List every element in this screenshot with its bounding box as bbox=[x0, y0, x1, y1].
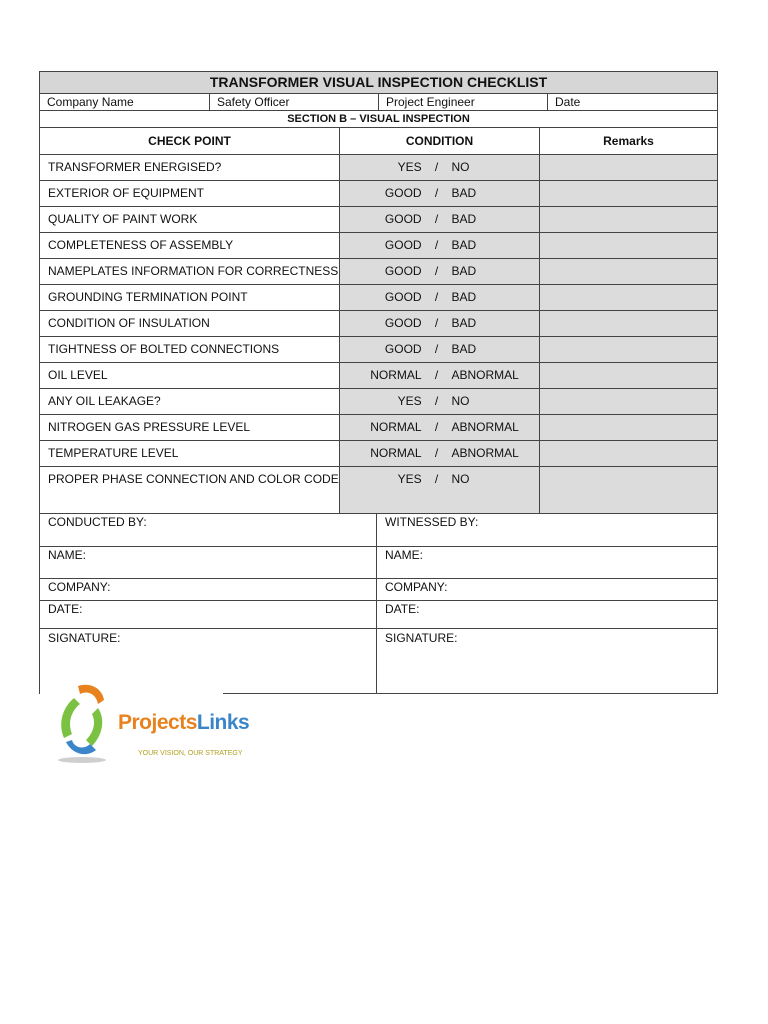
condition-separator: / bbox=[434, 290, 439, 304]
condition-option-1[interactable]: YES bbox=[397, 394, 422, 408]
condition-option-2[interactable]: NO bbox=[451, 160, 470, 174]
remarks-cell[interactable] bbox=[540, 467, 717, 513]
condition-option-2[interactable]: BAD bbox=[451, 186, 477, 200]
remarks-cell[interactable] bbox=[540, 155, 717, 180]
header-condition: CONDITION bbox=[340, 128, 540, 154]
check-point-label: OIL LEVEL bbox=[40, 363, 340, 388]
condition-cell[interactable] bbox=[340, 467, 540, 513]
table-row bbox=[40, 337, 717, 363]
condition-option-1[interactable]: YES bbox=[397, 160, 422, 174]
signoff-row-company bbox=[40, 579, 717, 601]
condition-separator: / bbox=[434, 160, 439, 174]
condition-cell[interactable] bbox=[340, 337, 540, 362]
remarks-cell[interactable] bbox=[540, 181, 717, 206]
check-point-label: GROUNDING TERMINATION POINT bbox=[40, 285, 340, 310]
condition-cell[interactable] bbox=[340, 233, 540, 258]
remarks-cell[interactable] bbox=[540, 207, 717, 232]
logo-name-part1: Projects bbox=[118, 711, 197, 734]
remarks-cell[interactable] bbox=[540, 415, 717, 440]
condition-cell[interactable] bbox=[340, 441, 540, 466]
table-row bbox=[40, 259, 717, 285]
signoff-row-name bbox=[40, 547, 717, 579]
condition-option-2[interactable]: NO bbox=[451, 394, 470, 408]
projectslinks-logo bbox=[52, 678, 250, 768]
condition-option-1[interactable]: GOOD bbox=[384, 238, 422, 252]
condition-option-1[interactable]: YES bbox=[397, 472, 422, 486]
condition-separator: / bbox=[434, 264, 439, 278]
condition-option-2[interactable]: NO bbox=[451, 472, 470, 486]
conducted-by-field[interactable]: CONDUCTED BY: bbox=[40, 514, 377, 546]
witnessed-by-field[interactable]: WITNESSED BY: bbox=[385, 515, 479, 529]
condition-separator: / bbox=[434, 394, 439, 408]
project-engineer-field[interactable]: Project Engineer bbox=[379, 94, 548, 110]
signoff-row-by bbox=[40, 514, 717, 547]
condition-separator: / bbox=[434, 316, 439, 330]
table-row bbox=[40, 415, 717, 441]
check-point-label: QUALITY OF PAINT WORK bbox=[40, 207, 340, 232]
header-check-point: CHECK POINT bbox=[40, 128, 340, 154]
condition-cell[interactable] bbox=[340, 311, 540, 336]
remarks-cell[interactable] bbox=[540, 363, 717, 388]
table-row bbox=[40, 467, 717, 514]
check-point-label: CONDITION OF INSULATION bbox=[40, 311, 340, 336]
condition-option-1[interactable]: GOOD bbox=[384, 186, 422, 200]
condition-option-2[interactable]: BAD bbox=[451, 238, 477, 252]
table-row bbox=[40, 311, 717, 337]
check-point-label: ANY OIL LEAKAGE? bbox=[40, 389, 340, 414]
condition-option-2[interactable]: BAD bbox=[451, 212, 477, 226]
table-row bbox=[40, 233, 717, 259]
remarks-cell[interactable] bbox=[540, 259, 717, 284]
company-name-field[interactable]: Company Name bbox=[40, 94, 210, 110]
table-header bbox=[40, 128, 717, 155]
check-point-label: NAMEPLATES INFORMATION FOR CORRECTNESS bbox=[40, 259, 340, 284]
witness-date-field[interactable]: DATE: bbox=[385, 602, 420, 616]
witness-company-field[interactable]: COMPANY: bbox=[385, 580, 448, 594]
check-point-label: TEMPERATURE LEVEL bbox=[40, 441, 340, 466]
condition-separator: / bbox=[434, 342, 439, 356]
checklist-form bbox=[39, 71, 718, 694]
condition-cell[interactable] bbox=[340, 285, 540, 310]
condition-option-2[interactable]: BAD bbox=[451, 264, 477, 278]
condition-option-1[interactable]: NORMAL bbox=[370, 446, 422, 460]
witness-name-field[interactable]: NAME: bbox=[385, 548, 424, 562]
condition-option-1[interactable]: GOOD bbox=[384, 290, 422, 304]
condition-cell[interactable] bbox=[340, 181, 540, 206]
check-point-label: PROPER PHASE CONNECTION AND COLOR CODE bbox=[40, 467, 340, 513]
condition-cell[interactable] bbox=[340, 415, 540, 440]
signoff-row-date bbox=[40, 601, 717, 629]
condition-cell[interactable] bbox=[340, 389, 540, 414]
table-row bbox=[40, 207, 717, 233]
condition-cell[interactable] bbox=[340, 363, 540, 388]
safety-officer-field[interactable]: Safety Officer bbox=[210, 94, 379, 110]
condition-option-1[interactable]: GOOD bbox=[384, 316, 422, 330]
date-field[interactable]: Date bbox=[555, 95, 581, 109]
info-row bbox=[40, 94, 717, 111]
logo-mark-icon bbox=[52, 680, 112, 766]
checklist-title: TRANSFORMER VISUAL INSPECTION CHECKLIST bbox=[40, 72, 717, 94]
condition-option-2[interactable]: ABNORMAL bbox=[451, 368, 519, 382]
condition-option-2[interactable]: BAD bbox=[451, 290, 477, 304]
condition-option-2[interactable]: BAD bbox=[451, 316, 477, 330]
check-point-label: TRANSFORMER ENERGISED? bbox=[40, 155, 340, 180]
table-row bbox=[40, 389, 717, 415]
condition-option-2[interactable]: BAD bbox=[451, 342, 477, 356]
condition-option-2[interactable]: ABNORMAL bbox=[451, 446, 519, 460]
remarks-cell[interactable] bbox=[540, 337, 717, 362]
conductor-name-field[interactable]: NAME: bbox=[40, 547, 377, 578]
remarks-cell[interactable] bbox=[540, 285, 717, 310]
condition-separator: / bbox=[434, 472, 439, 486]
check-point-label: COMPLETENESS OF ASSEMBLY bbox=[40, 233, 340, 258]
condition-cell[interactable] bbox=[340, 259, 540, 284]
condition-option-1[interactable]: GOOD bbox=[384, 212, 422, 226]
remarks-cell[interactable] bbox=[540, 233, 717, 258]
conductor-date-field[interactable]: DATE: bbox=[40, 601, 377, 628]
table-row bbox=[40, 363, 717, 389]
condition-option-1[interactable]: GOOD bbox=[384, 342, 422, 356]
condition-option-1[interactable]: NORMAL bbox=[370, 368, 422, 382]
condition-cell[interactable] bbox=[340, 207, 540, 232]
condition-cell[interactable] bbox=[340, 155, 540, 180]
condition-separator: / bbox=[434, 420, 439, 434]
condition-option-2[interactable]: ABNORMAL bbox=[451, 420, 519, 434]
remarks-cell[interactable] bbox=[540, 389, 717, 414]
table-row bbox=[40, 441, 717, 467]
witness-signature-field[interactable]: SIGNATURE: bbox=[385, 631, 458, 645]
remarks-cell[interactable] bbox=[540, 441, 717, 466]
logo-name-part2: Links bbox=[196, 711, 250, 734]
condition-separator: / bbox=[434, 446, 439, 460]
condition-separator: / bbox=[434, 368, 439, 382]
condition-separator: / bbox=[434, 186, 439, 200]
table-bottom-border bbox=[223, 692, 717, 694]
logo-tagline: YOUR VISION, OUR STRATEGY bbox=[138, 750, 243, 757]
condition-separator: / bbox=[434, 238, 439, 252]
condition-separator: / bbox=[434, 212, 439, 226]
table-row bbox=[40, 285, 717, 311]
header-remarks: Remarks bbox=[603, 134, 654, 148]
check-point-label: NITROGEN GAS PRESSURE LEVEL bbox=[40, 415, 340, 440]
condition-option-1[interactable]: GOOD bbox=[384, 264, 422, 278]
condition-option-1[interactable]: NORMAL bbox=[370, 420, 422, 434]
logo-wordmark bbox=[118, 711, 249, 735]
table-row bbox=[40, 155, 717, 181]
remarks-cell[interactable] bbox=[540, 311, 717, 336]
check-point-label: TIGHTNESS OF BOLTED CONNECTIONS bbox=[40, 337, 340, 362]
check-point-label: EXTERIOR OF EQUIPMENT bbox=[40, 181, 340, 206]
table-row bbox=[40, 181, 717, 207]
section-heading: SECTION B – VISUAL INSPECTION bbox=[40, 111, 717, 128]
conductor-company-field[interactable]: COMPANY: bbox=[40, 579, 377, 600]
checklist-items bbox=[40, 155, 717, 514]
conductor-signature-field[interactable]: SIGNATURE: bbox=[40, 629, 377, 694]
